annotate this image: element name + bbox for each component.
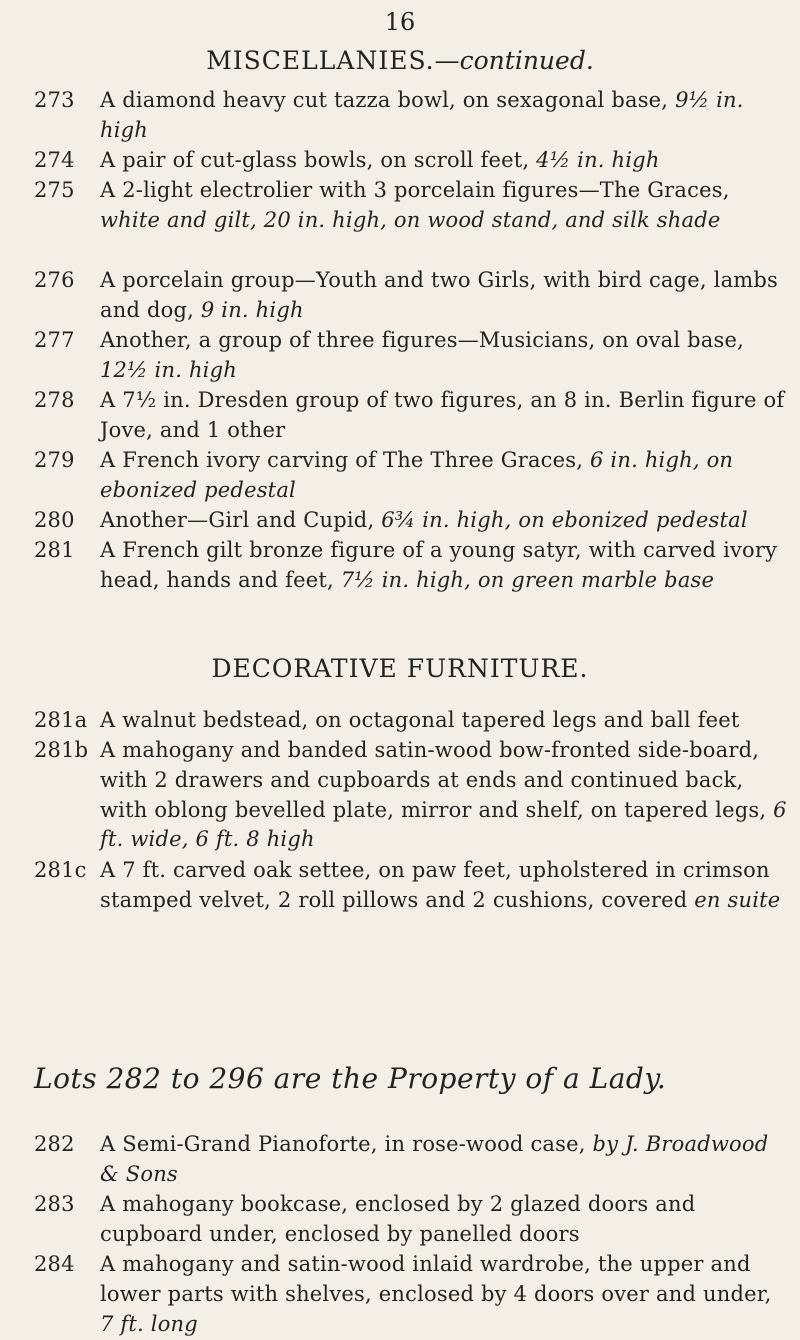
lot-number: 281a <box>34 708 88 732</box>
lot-number: 274 <box>34 148 75 172</box>
lot-description: A French ivory carving of The Three Graces, 6 in. high, on ebonized pedestal <box>100 448 734 502</box>
lot-entry <box>34 1190 790 1250</box>
page-number: 16 <box>384 8 416 36</box>
lot-number: 281b <box>34 738 89 762</box>
lot-description: A 7½ in. Dresden group of two figures, an 8 in. Berlin figure of Jove, and 1 other <box>100 388 785 442</box>
lot-number: 277 <box>34 328 75 352</box>
lot-entry <box>34 326 790 386</box>
lot-entry <box>34 176 790 236</box>
lot-description: A walnut bedstead, on octagonal tapered legs and ball feet <box>100 708 740 732</box>
lot-number: 282 <box>34 1132 75 1156</box>
lot-entry <box>34 536 790 596</box>
lot-entry <box>34 146 790 176</box>
lot-number: 281c <box>34 858 87 882</box>
lot-number: 273 <box>34 88 75 112</box>
lot-description: A porcelain group—Youth and two Girls, with bird cage, lambs and dog, 9 in. high <box>100 268 779 322</box>
lot-number: 283 <box>34 1192 75 1216</box>
lot-entry <box>34 736 790 855</box>
section-heading-miscellanies <box>0 46 800 75</box>
lot-entry <box>34 446 790 506</box>
lot-entry <box>34 706 790 736</box>
lot-description: Another—Girl and Cupid, 6¾ in. high, on ebonized pedestal <box>100 508 748 532</box>
lot-entry <box>34 386 790 446</box>
lot-description: A mahogany and satin-wood inlaid wardrobe, the upper and lower parts with shelves, enclosed by 4 doors over and under, 7 ft. long <box>100 1252 772 1336</box>
lot-number: 279 <box>34 448 75 472</box>
lot-entry <box>34 856 790 916</box>
lot-number: 281 <box>34 538 75 562</box>
lot-description: Another, a group of three figures—Musicians, on oval base, 12½ in. high <box>100 328 744 382</box>
lot-description: A diamond heavy cut tazza bowl, on sexagonal base, 9½ in. high <box>100 88 744 142</box>
lot-entry <box>34 1250 790 1339</box>
lot-entry <box>34 506 790 536</box>
lot-number: 275 <box>34 178 75 202</box>
lot-description: A pair of cut-glass bowls, on scroll feet, 4½ in. high <box>100 148 660 172</box>
lot-number: 284 <box>34 1252 75 1276</box>
lot-description: A 2-light electrolier with 3 porcelain figures—The Graces, white and gilt, 20 in. high, on wood stand, and silk shade <box>100 178 730 232</box>
section-title: MISCELLANIES. <box>206 46 435 75</box>
lot-entry <box>34 266 790 326</box>
lot-description: A French gilt bronze figure of a young satyr, with carved ivory head, hands and feet, 7½ in. high, on green marble base <box>100 538 778 592</box>
section-suffix: —continued. <box>434 46 594 75</box>
lot-entry <box>34 86 790 146</box>
section-heading-furniture: DECORATIVE FURNITURE. <box>211 654 589 683</box>
lot-description: A 7 ft. carved oak settee, on paw feet, upholstered in crimson stamped velvet, 2 roll pillows and 2 cushions, covered en suite <box>100 858 781 912</box>
lot-number: 280 <box>34 508 75 532</box>
lot-description: A mahogany and banded satin-wood bow-fronted side-board, with 2 drawers and cupboards at ends and continued back, with oblong bevelled plate, mirror and shelf, on tapered legs, 6 ft. wide, 6 ft. 8 high <box>100 738 787 852</box>
lot-description: A Semi-Grand Pianoforte, in rose-wood case, by J. Broadwood & Sons <box>100 1132 769 1186</box>
lot-number: 278 <box>34 388 75 412</box>
lots-notice: Lots 282 to 296 are the Property of a Lady. <box>34 1062 667 1095</box>
lot-description: A mahogany bookcase, enclosed by 2 glazed doors and cupboard under, enclosed by panelled doors <box>100 1192 696 1246</box>
lot-number: 276 <box>34 268 75 292</box>
lot-entry <box>34 1130 790 1190</box>
